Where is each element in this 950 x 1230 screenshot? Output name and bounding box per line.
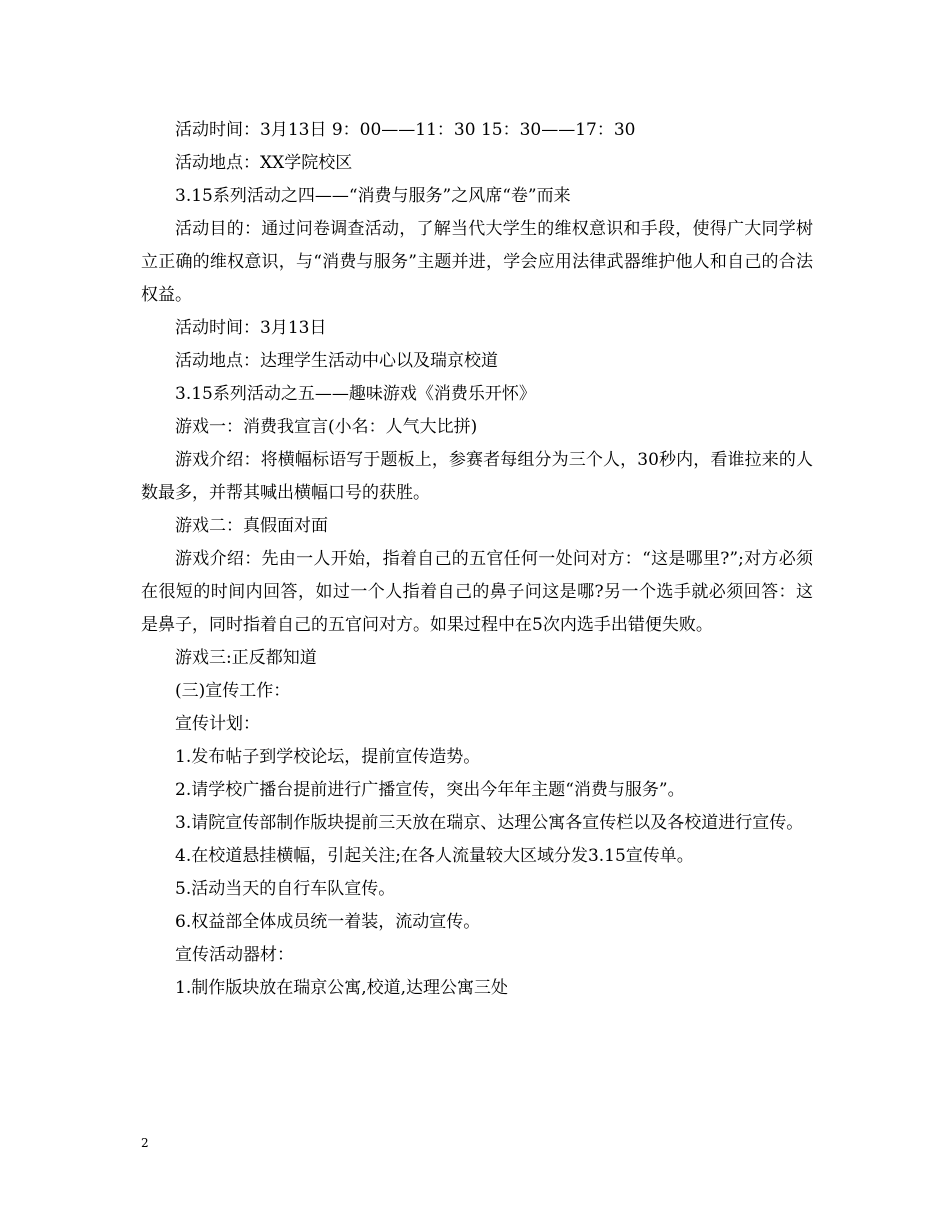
paragraph: (三)宣传工作：: [175, 681, 291, 701]
paragraph: 3.15系列活动之四——“消费与服务”之风席“卷”而来: [175, 186, 571, 206]
paragraph: 3.请院宣传部制作版块提前三天放在瑞京、达理公寓各宣传栏以及各校道进行宣传。: [175, 813, 804, 833]
paragraph: 1.制作版块放在瑞京公寓,校道,达理公寓三处: [175, 978, 509, 998]
paragraph: 活动地点：达理学生活动中心以及瑞京校道: [175, 351, 498, 371]
paragraph: 3.15系列活动之五——趣味游戏《消费乐开怀》: [175, 384, 536, 404]
paragraph: 活动时间：3月13日: [175, 318, 327, 338]
document-body: [141, 114, 813, 1005]
paragraph: 游戏介绍：先由一人开始，指着自己的五官任何一处问对方：“这是哪里?”;对方必须在很短的时间内回答，如过一个人指着自己的鼻子问这是哪?另一个选手就必须回答：这是鼻子，同时指着自己的五官问对方。如果过程中在5次内选手出错便失败。: [141, 549, 813, 635]
paragraph: 活动时间：3月13日 9：00——11：30 15：30——17：30: [175, 120, 636, 140]
paragraph: 6.权益部全体成员统一着装，流动宣传。: [175, 912, 481, 932]
paragraph: 活动目的：通过问卷调查活动，了解当代大学生的维权意识和手段，使得广大同学树立正确的维权意识，与“消费与服务”主题并进，学会应用法律武器维护他人和自己的合法权益。: [141, 219, 813, 305]
paragraph: 游戏二：真假面对面: [175, 516, 328, 536]
paragraph: 4.在校道悬挂横幅，引起关注;在各人流量较大区域分发3.15宣传单。: [175, 846, 694, 866]
paragraph: 1.发布帖子到学校论坛，提前宣传造势。: [175, 747, 481, 767]
paragraph: 宣传活动器材：: [175, 945, 294, 965]
paragraph: 2.请学校广播台提前进行广播宣传，突出今年年主题“消费与服务”。: [175, 780, 685, 800]
paragraph: 宣传计划：: [175, 714, 260, 734]
paragraph: 活动地点：XX学院校区: [175, 153, 353, 173]
paragraph: 游戏一：消费我宣言(小名：人气大比拼): [175, 417, 478, 437]
paragraph: 游戏三:正反都知道: [175, 648, 317, 668]
page-number: 2: [141, 1136, 149, 1150]
paragraph: 游戏介绍：将横幅标语写于题板上，参赛者每组分为三个人，30秒内，看谁拉来的人数最多，并帮其喊出横幅口号的获胜。: [141, 450, 813, 503]
paragraph: 5.活动当天的自行车队宣传。: [175, 879, 396, 899]
